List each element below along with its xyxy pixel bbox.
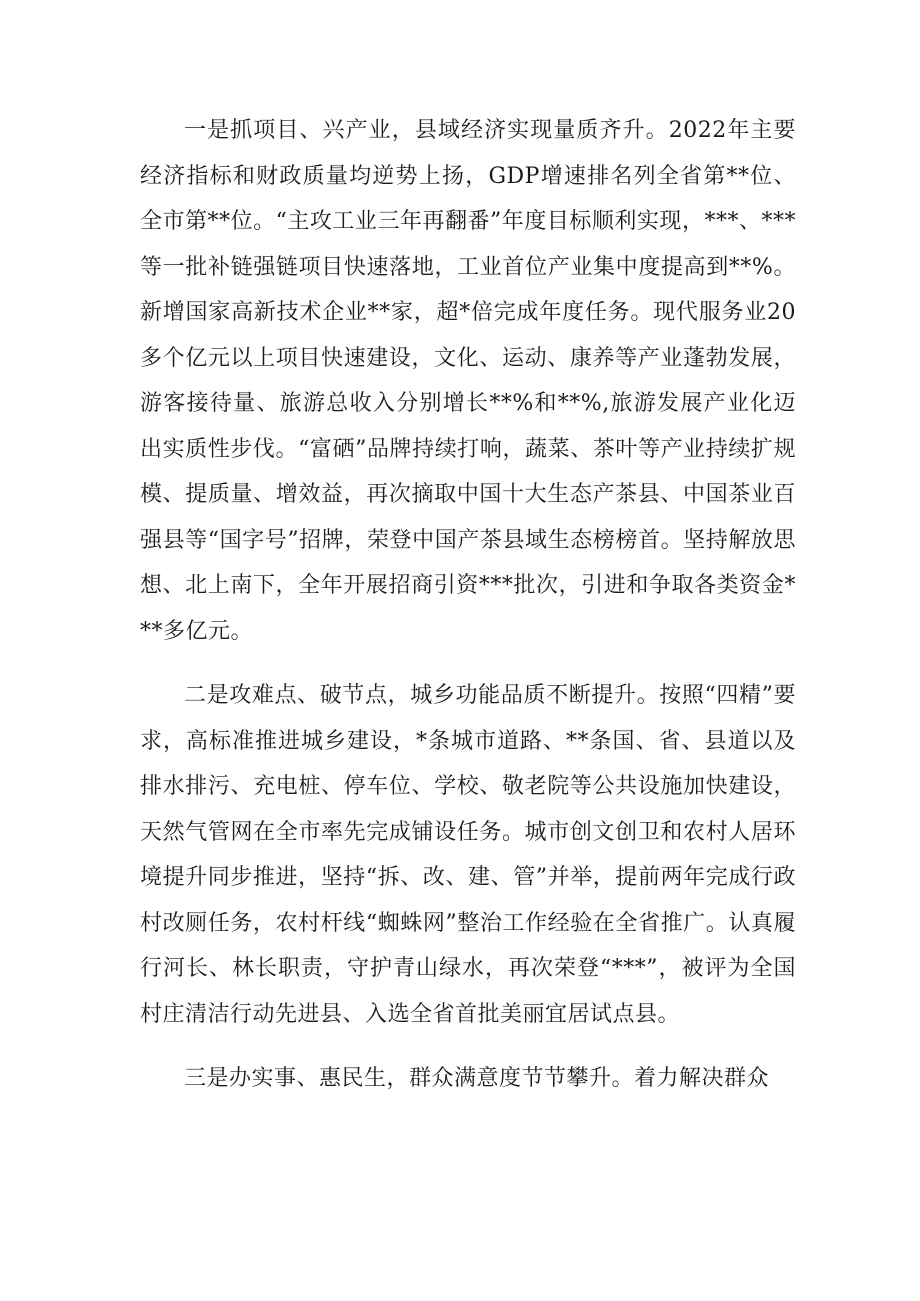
- document-body: [140, 108, 796, 1102]
- paragraph-urban-rural: 二是攻难点、破节点，城乡功能品质不断提升。按照“四精”要求，高标准推进城乡建设，*条城市道路、**条国、省、县道以及排水排污、充电桩、停车位、学校、敬老院等公共设施加快建设，天然气管网在全市率先完成铺设任务。城市创文创卫和农村人居环境提升同步推进，坚持“拆、改、建、管”并举，提前两年完成行政村改厕任务，农村杆线“蜘蛛网”整治工作经验在全省推广。认真履行河长、林长职责，守护青山绿水，再次荣登“***”，被评为全国村庄清洁行动先进县、入选全省首批美丽宜居试点县。: [140, 683, 796, 1027]
- paragraph-livelihood: 三是办实事、惠民生，群众满意度节节攀升。着力解决群众: [184, 1066, 770, 1091]
- paragraph-economy: 一是抓项目、兴产业，县域经济实现量质齐升。2022年主要经济指标和财政质量均逆势上扬，GDP增速排名列全省第**位、全市第**位。“主攻工业三年再翻番”年度目标顺利实现，***、***等一批补链强链项目快速落地，工业首位产业集中度提高到**%。新增国家高新技术企业**家，超*倍完成年度任务。现代服务业20多个亿元以上项目快速建设，文化、运动、康养等产业蓬勃发展，游客接待量、旅游总收入分别增长**%和**%,旅游发展产业化迈出实质性步伐。“富硒”品牌持续打响，蔬菜、茶叶等产业持续扩规模、提质量、增效益，再次摘取中国十大生态产茶县、中国茶业百强县等“国字号”招牌，荣登中国产茶县域生态榜榜首。坚持解放思想、北上南下，全年开展招商引资***批次，引进和争取各类资金***多亿元。: [140, 118, 796, 644]
